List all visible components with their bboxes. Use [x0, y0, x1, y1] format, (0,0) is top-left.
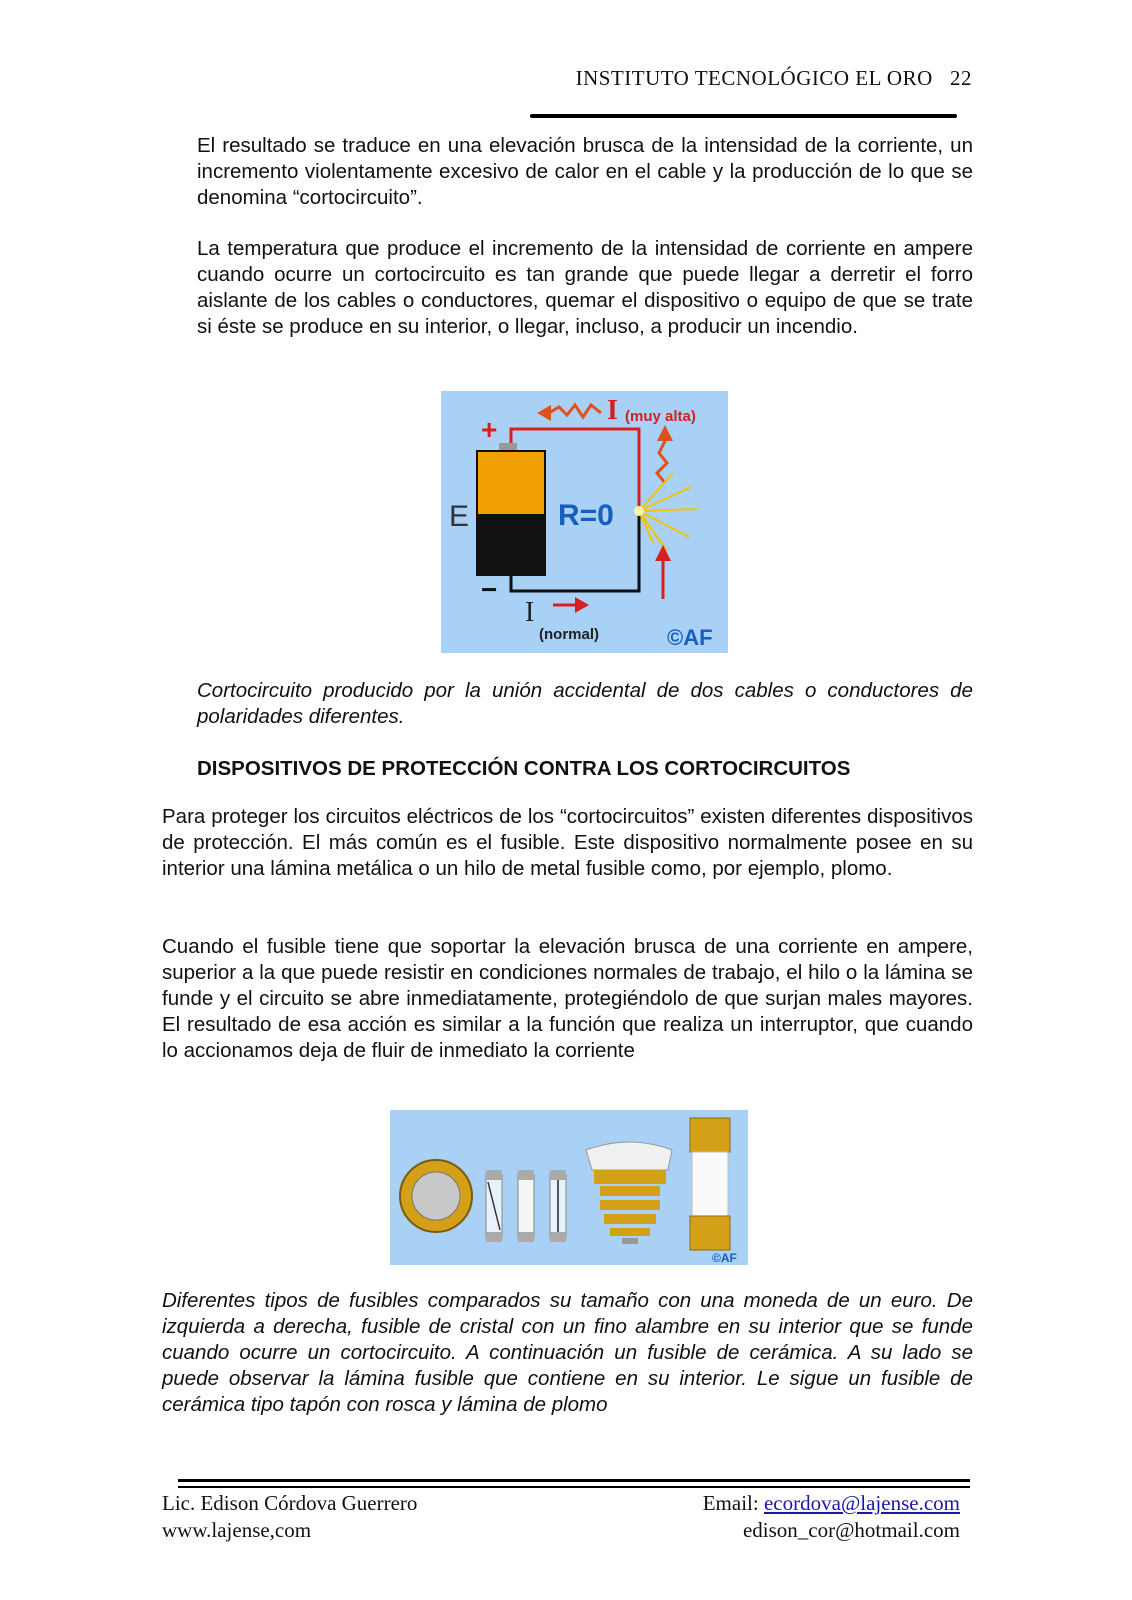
- paragraph-temperature: La temperatura que produce el incremento de la intensidad de corriente en ampere cuando ocurre un cortocircuito es tan grande que puede llegar a derretir el forro aislante de los cables o conductores, quemar el dispositivo o equipo de que se trate si éste se produce en su interior, o llegar, incluso, a producir un incendio.: [197, 237, 973, 338]
- email-secondary: edison_cor@hotmail.com: [742, 1518, 960, 1542]
- caption-fuses: Diferentes tipos de fusibles comparados su tamaño con una moneda de un euro. De izquierda a derecha, fusible de cristal con un fino alambre en su interior que se funde cuando ocurre un cortocircuito. A continuación un fusible de cerámica. A su lado se puede observar la lámina fusible que contiene en su interior. Le sigue un fusible de cerámica tipo tapón con rosca y lámina de plomo: [162, 1289, 973, 1416]
- resistance-label: R=0: [558, 499, 614, 532]
- fuses-image: [390, 1110, 748, 1265]
- fuse-strip-icon: [550, 1170, 566, 1242]
- glass-fuse-icon: [486, 1170, 502, 1242]
- plus-sign: +: [481, 414, 498, 445]
- current-normal-label: (normal): [539, 626, 599, 643]
- battery-terminal: [499, 443, 517, 451]
- source-label: E: [449, 500, 470, 533]
- cartridge-fuse-icon: [690, 1118, 730, 1250]
- short-circuit-diagram: [441, 391, 728, 653]
- battery-bottom: [477, 515, 545, 575]
- current-high-label: (muy alta): [625, 408, 696, 425]
- paragraph-result: El resultado se traduce en una elevación brusca de la intensidad de la corriente, un incremento violentamente excesivo de calor en el cable y la producción de lo que se denomina “cortocircuito”.: [197, 134, 973, 209]
- author-name: Lic. Edison Córdova Guerrero: [162, 1491, 418, 1515]
- current-high-symbol: I: [607, 395, 618, 426]
- fuses-copyright: ©AF: [712, 1251, 737, 1265]
- minus-sign: −: [481, 574, 498, 605]
- email-label: Email:: [702, 1491, 759, 1515]
- current-normal-symbol: I: [525, 597, 535, 628]
- ceramic-fuse-icon: [518, 1170, 534, 1242]
- footer-left: [162, 1490, 417, 1544]
- section-heading: DISPOSITIVOS DE PROTECCIÓN CONTRA LOS CORTOCIRCUITOS: [197, 757, 851, 780]
- email-link[interactable]: ecordova@lajense.com: [763, 1491, 960, 1515]
- caption-short-circuit: Cortocircuito producido por la unión accidental de dos cables o conductores de polaridades diferentes.: [197, 679, 973, 728]
- header-rule: [530, 114, 957, 118]
- header-title: INSTITUTO TECNOLÓGICO EL ORO: [575, 66, 933, 90]
- paragraph-fuse-function: Cuando el fusible tiene que soportar la elevación brusca de una corriente en ampere, superior a la que puede resistir en condiciones normales de trabajo, el hilo o la lámina se funde y el circuito se abre inmediatamente, protegiéndolo de que surjan males mayores. El resultado de esa acción es similar a la función que realiza un interruptor, que cuando lo accionamos deja de fluir de inmediato la corriente: [162, 935, 973, 1062]
- footer-right: [703, 1490, 960, 1544]
- copyright-mark: ©AF: [667, 625, 713, 650]
- website: www.lajense,com: [162, 1518, 312, 1542]
- euro-coin-center: [412, 1172, 460, 1220]
- battery-top: [477, 451, 545, 515]
- paragraph-protection: Para proteger los circuitos eléctricos de los “cortocircuitos” existen diferentes dispositivos de protección. El más común es el fusible. Este dispositivo normalmente posee en su interior una lámina metálica o un hilo de metal fusible como, por ejemplo, plomo.: [162, 805, 973, 880]
- page-header: [500, 66, 972, 91]
- footer-rule-bottom: [178, 1486, 970, 1488]
- page-number: 22: [950, 66, 972, 90]
- footer-rule-top: [178, 1479, 970, 1482]
- spark-center: [634, 506, 644, 516]
